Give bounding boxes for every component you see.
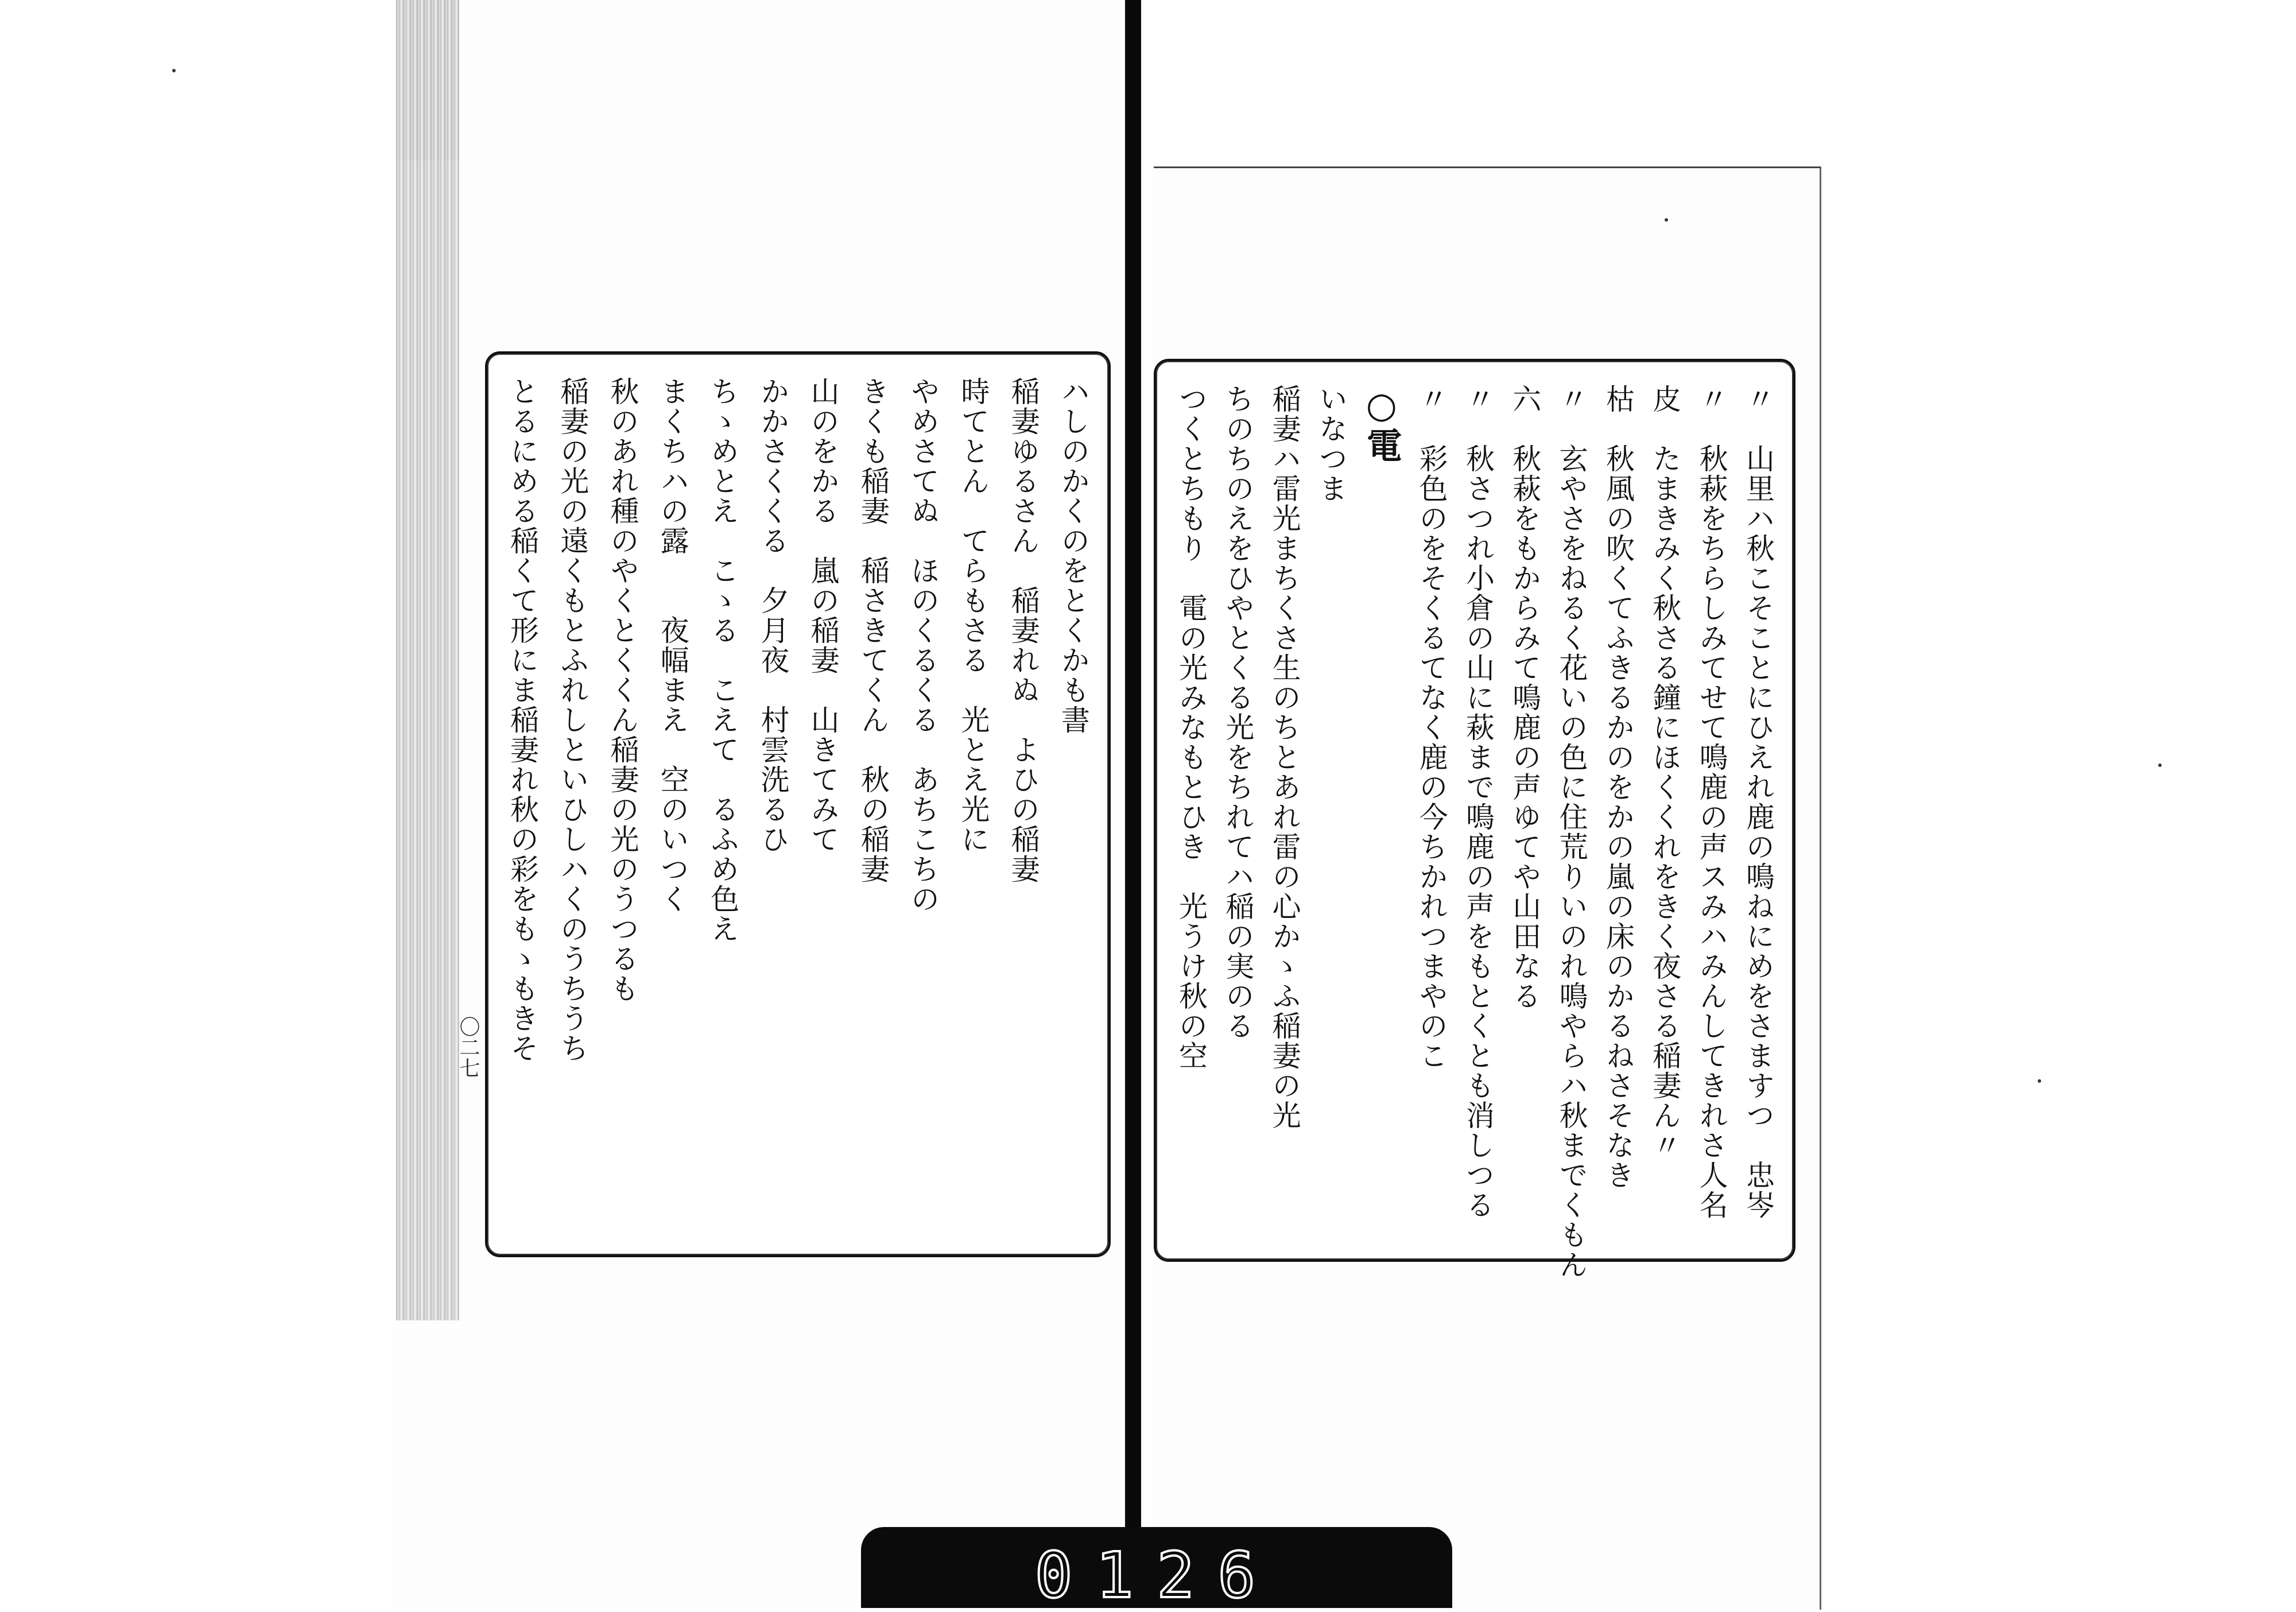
- left-column-3: 時てとん てらもさる 光とえ光に: [956, 377, 990, 854]
- page-edge-shadow: [396, 0, 459, 1320]
- left-text-box: [485, 351, 1111, 1257]
- dust-speck: [172, 69, 176, 72]
- right-text-columns: [1174, 384, 1775, 1280]
- section-heading: ○電: [1360, 384, 1403, 464]
- right-column-11: 稲妻ハ雷光まちくさ生のちとあれ雷の心かゝふ稲妻の光: [1267, 384, 1301, 1130]
- left-column-10: 秋のあれ種のやくとくくん稲妻の光のうつるも: [606, 377, 639, 1003]
- right-column-4: 枯 秋風の吹くてふきるかのをかの嵐の床のかるねさそなき: [1601, 384, 1635, 1190]
- right-column-1: 〃 山里ハ秋こそことにひえれ鹿の鳴ねにめをさますつ 忠岑: [1741, 384, 1775, 1220]
- right-column-7: 〃 秋さつれ小倉の山に萩まで鳴鹿の声をもとくとも消しつる: [1461, 384, 1495, 1220]
- dust-speck: [1665, 218, 1668, 222]
- left-column-8: ちゝめとえ こゝる こえて るふめ色え: [706, 377, 740, 944]
- left-column-2: 稲妻ゆるさん 稲妻れぬ よひの稲妻: [1006, 377, 1040, 884]
- left-column-4: やめさてぬ ほのくるくる あちこちの: [906, 377, 940, 914]
- left-column-1: ハしのかくのをとくかも書: [1056, 377, 1090, 735]
- left-column-11: 稲妻の光の遠くもとふれしといひしハくのうちうち: [556, 377, 589, 1063]
- left-column-7: かかさくくる 夕月夜 村雲洗るひ: [756, 377, 790, 854]
- right-column-8: 〃 彩色のをそくるてなく鹿の今ちかれつまやのこ: [1414, 384, 1448, 1071]
- page-number: 〇二七: [456, 1016, 480, 1078]
- left-column-5: きくも稲妻 稲さきてくん 秋の稲妻: [856, 377, 890, 884]
- right-column-2: 〃 秋萩をちらしみてせて鳴鹿の声スみハみんしてきれさ人名: [1694, 384, 1728, 1220]
- left-text-columns: [508, 377, 1088, 1232]
- right-column-3: 皮 たまきみく秋さる鐘にほくくれをきく夜さる稲妻ん〃: [1648, 384, 1682, 1160]
- left-column-6: 山のをかる 嵐の稲妻 山きてみて: [806, 377, 840, 854]
- right-column-13: つくとちもり 電の光みなもとひき 光うけ秋の空: [1174, 384, 1208, 1071]
- dust-speck: [2038, 1079, 2041, 1083]
- dust-speck: [2158, 764, 2162, 767]
- book-spine: [1125, 0, 1141, 1608]
- left-column-9: まくちハの露 夜幅まえ 空のいつく: [656, 377, 689, 914]
- microfilm-frame-label: [861, 1527, 1452, 1612]
- section-reading: いなつま: [1314, 384, 1348, 503]
- left-column-12: とるにめる稲くて形にま稲妻れ秋の彩をもゝもきそ: [506, 377, 539, 1063]
- right-text-box: [1154, 359, 1795, 1280]
- right-column-12: ちのちのえをひやとくる光をちれてハ稲の実のる: [1221, 384, 1255, 1041]
- right-column-6: 六 秋萩をもからみて鳴鹿の声ゆてや山田なる: [1508, 384, 1542, 1011]
- frame-number: 0126: [1034, 1539, 1279, 1612]
- right-column-5: 〃 玄やさをねるく花いの色に住荒りいのれ鳴やらハ秋までくもん: [1554, 384, 1588, 1280]
